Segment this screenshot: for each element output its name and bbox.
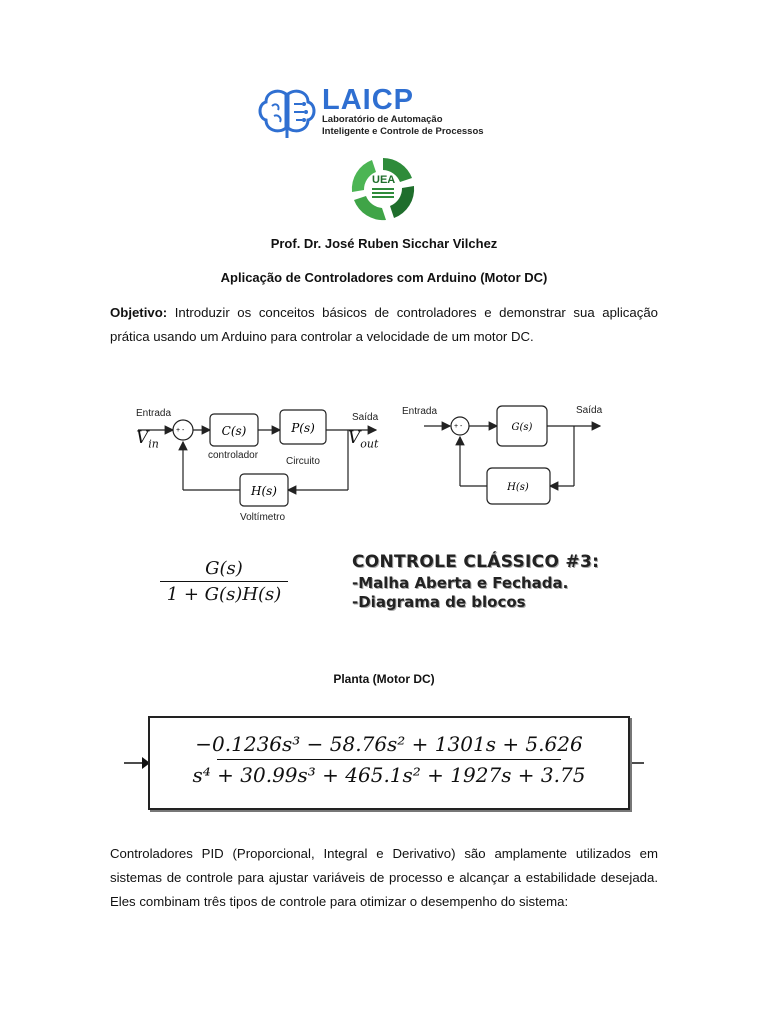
block-diagram-right xyxy=(400,400,610,510)
lab-logo xyxy=(258,86,518,142)
plant-block-label: P(s) xyxy=(291,421,315,435)
right-output-label: Saída xyxy=(576,405,603,416)
formula-numerator: G(s) xyxy=(205,558,243,579)
pid-paragraph: Controladores PID (Proporcional, Integral e Derivativo) são amplamente utilizados em sistemas de controle para ajustar variáveis de processo e alcançar a estabilidade desejada. Eles combinam três tipos de controle para otimizar o desempenho do sistema: xyxy=(110,846,658,909)
plant-title: Planta (Motor DC) xyxy=(333,672,435,686)
classic-title-line1: CONTROLE CLÁSSICO #3: xyxy=(352,552,600,572)
left-sum-signs: + - xyxy=(176,427,185,434)
controller-block-label: C(s) xyxy=(221,424,247,438)
g-block-label: G(s) xyxy=(511,422,533,433)
sensor-block-label: H(s) xyxy=(251,484,277,498)
right-sum-signs: + - xyxy=(454,423,463,430)
brain-circuit-icon xyxy=(258,88,316,140)
objective-paragraph xyxy=(110,301,658,349)
controller-caption: controlador xyxy=(208,450,259,461)
author-name: Prof. Dr. José Ruben Sicchar Vilchez xyxy=(270,236,498,251)
sensor-caption: Voltímetro xyxy=(240,512,286,523)
h-block-label: H(s) xyxy=(507,482,529,493)
plant-denominator: s⁴ + 30.99s³ + 465.1s² + 1927s + 3.75 xyxy=(192,763,586,787)
right-input-label: Entrada xyxy=(402,406,438,417)
classic-title-line2: -Malha Aberta e Fechada. xyxy=(352,574,569,592)
left-input-label: Entrada xyxy=(136,408,172,419)
lab-logo-text: LAICP xyxy=(322,84,414,116)
formula-denominator: 1 + G(s)H(s) xyxy=(166,584,282,605)
classic-title-line3: -Diagrama de blocos xyxy=(352,593,526,611)
document-title: Aplicação de Controladores com Arduino (Motor DC) xyxy=(220,270,548,285)
plant-caption: Circuito xyxy=(286,456,320,467)
classic-control-title xyxy=(352,552,599,611)
plant-transfer-function-box xyxy=(148,716,630,810)
left-output-symbol: $V_{out}$ xyxy=(348,428,379,451)
objective-label: Objetivo: xyxy=(110,305,168,320)
objective-text: Introduzir os conceitos básicos de controladores e demonstrar sua aplicação prática usando um Arduino para controlar a velocidade de um motor DC. xyxy=(110,305,658,344)
university-logo xyxy=(348,156,418,222)
university-logo-text: UEA xyxy=(372,174,396,186)
left-input-symbol: $V_{in}$ xyxy=(136,428,159,451)
lab-subtitle-line1: Laboratório de Automação xyxy=(322,114,443,125)
plant-numerator: −0.1236s³ − 58.76s² + 1301s + 5.626 xyxy=(195,732,583,756)
left-output-label: Saída xyxy=(352,412,379,423)
lab-subtitle-line2: Inteligente e Controle de Processos xyxy=(322,126,484,137)
closed-loop-formula xyxy=(160,558,288,605)
block-diagram-left xyxy=(130,400,390,525)
